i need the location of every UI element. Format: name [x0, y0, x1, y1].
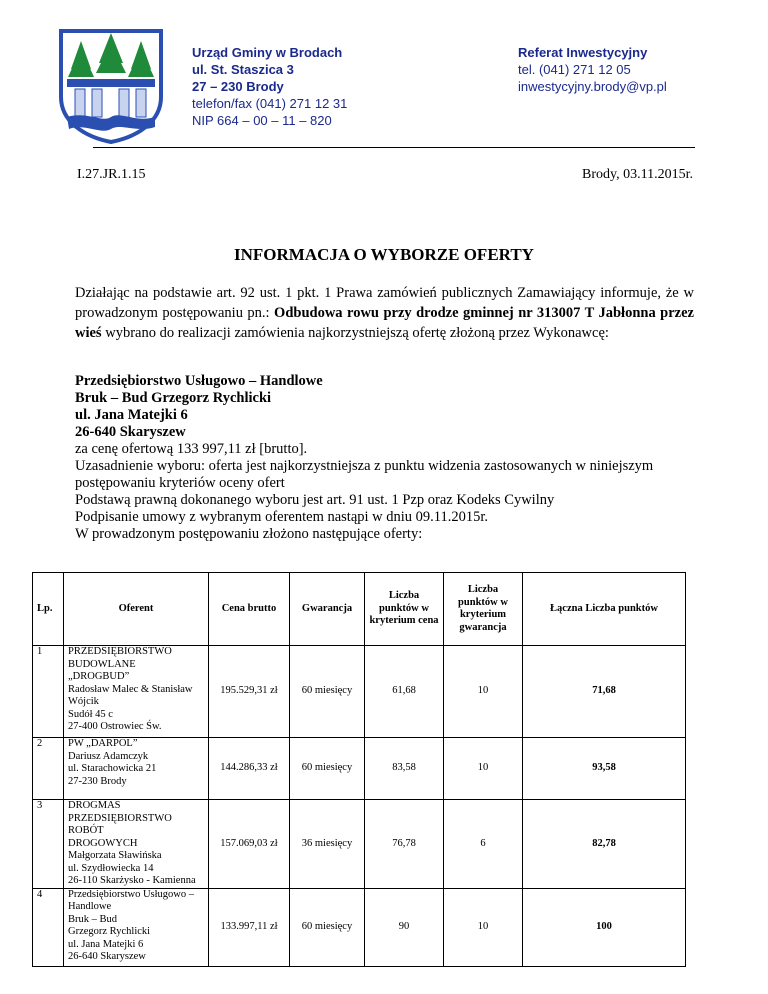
winner-price: za cenę ofertową 133 997,11 zł [brutto].	[75, 441, 308, 457]
table-row	[33, 888, 686, 966]
row-pkt-gwarancja: 6	[444, 800, 523, 889]
row-oferent	[64, 800, 209, 889]
row-total: 82,78	[523, 800, 686, 889]
offers-table	[32, 572, 686, 967]
oferent-line: 27-230 Brody	[68, 775, 127, 787]
offers-intro: W prowadzonym postępowaniu złożono następujące oferty:	[75, 526, 423, 542]
winner-street: ul. Jana Matejki 6	[75, 407, 188, 423]
office-nip: NIP 664 – 00 – 11 – 820	[192, 113, 332, 128]
office-name: Urząd Gminy w Brodach	[192, 45, 343, 60]
intro-paragraph	[75, 283, 694, 343]
row-lp: 2	[33, 738, 64, 800]
winner-name-line2: Bruk – Bud Grzegorz Rychlicki	[75, 390, 272, 406]
table-row	[33, 646, 686, 738]
document-date: Brody, 03.11.2015r.	[582, 167, 693, 182]
row-oferent	[64, 646, 209, 738]
department-block	[518, 44, 667, 95]
oferent-line: Grzegorz Rychlicki	[68, 926, 151, 937]
intro-text-2: wybrano do realizacji zamówienia najkorzystniejszą ofertę złożoną przez Wykonawcę:	[101, 325, 609, 341]
department-name: Referat Inwestycyjny	[518, 45, 648, 60]
row-gwarancja: 60 miesięcy	[290, 646, 365, 738]
oferent-line: PRZEDSIĘBIORSTWO	[68, 646, 172, 657]
oferent-line: Radosław Malec & Stanisław Wójcik	[68, 683, 193, 707]
row-oferent	[64, 888, 209, 966]
row-gwarancja: 36 miesięcy	[290, 800, 365, 889]
oferent-line: „DROGBUD”	[68, 671, 130, 682]
oferent-line: 27-400 Ostrowiec Św.	[68, 721, 162, 732]
oferent-line: Sudół 45 c	[68, 708, 113, 720]
department-phone: tel. (041) 271 12 05	[518, 62, 631, 77]
oferent-line: ul. Szydłowiecka 14	[68, 862, 154, 874]
oferent-line: PRZEDSIĘBIORSTWO ROBÓT	[68, 812, 172, 836]
header-pkt-cena: Liczba punktów w kryterium cena	[365, 573, 444, 646]
oferent-line: Przedsiębiorstwo Usługowo –	[68, 888, 194, 900]
oferent-line: ul. Jana Matejki 6	[68, 938, 144, 950]
row-cena: 157.069,03 zł	[209, 800, 290, 889]
row-pkt-cena: 61,68	[365, 646, 444, 738]
oferent-line: 26-640 Skaryszew	[68, 951, 146, 962]
row-cena: 144.286,33 zł	[209, 738, 290, 800]
document-title: INFORMACJA O WYBORZE OFERTY	[234, 245, 534, 264]
case-signature: I.27.JR.1.15	[77, 167, 146, 182]
justification: Uzasadnienie wyboru: oferta jest najkorzystniejsza z punktu widzenia zastosowanych w niniejszym postępowaniu kryteriów oceny ofert	[75, 458, 654, 491]
row-oferent	[64, 738, 209, 800]
coat-of-arms-logo	[57, 27, 165, 144]
row-lp: 1	[33, 646, 64, 738]
winner-city: 26-640 Skaryszew	[75, 424, 186, 440]
row-pkt-cena: 83,58	[365, 738, 444, 800]
office-phone: telefon/fax (041) 271 12 31	[192, 96, 348, 111]
offers-table-body	[33, 646, 686, 967]
winner-name-line1: Przedsiębiorstwo Usługowo – Handlowe	[75, 373, 323, 389]
contract-signing: Podpisanie umowy z wybranym oferentem nastąpi w dniu 09.11.2015r.	[75, 509, 489, 525]
oferent-line: Małgorzata Sławińska	[68, 850, 162, 861]
oferent-line: DROGOWYCH	[68, 837, 138, 849]
office-city: 27 – 230 Brody	[192, 79, 284, 94]
oferent-line: ul. Starachowicka 21	[68, 763, 157, 774]
row-cena: 133.997,11 zł	[209, 888, 290, 966]
oferent-line: PW „DARPOL”	[68, 738, 138, 749]
row-pkt-gwarancja: 10	[444, 888, 523, 966]
office-address-block	[192, 44, 347, 129]
row-lp: 3	[33, 800, 64, 889]
header-lp: Lp.	[33, 573, 64, 646]
winner-block	[75, 373, 715, 543]
oferent-line: Bruk – Bud	[68, 913, 118, 925]
header-total: Łączna Liczba punktów	[523, 573, 686, 646]
oferent-line: Handlowe	[68, 901, 112, 912]
table-header-row	[33, 573, 686, 646]
oferent-line: Dariusz Adamczyk	[68, 750, 149, 762]
row-gwarancja: 60 miesięcy	[290, 738, 365, 800]
row-cena: 195.529,31 zł	[209, 646, 290, 738]
oferent-line: 26-110 Skarżysko - Kamienna	[68, 875, 196, 886]
intro-text-1: Działając na podstawie art. 92 ust. 1 pkt. 1 Prawa zamówień publicznych Zamawiający informuje, że w prowadzonym postępowaniu pn.:	[75, 285, 694, 321]
header-gwarancja: Gwarancja	[290, 573, 365, 646]
row-total: 71,68	[523, 646, 686, 738]
table-row	[33, 738, 686, 800]
row-pkt-cena: 76,78	[365, 800, 444, 889]
oferent-line: DROGMAS	[68, 800, 121, 811]
row-pkt-gwarancja: 10	[444, 646, 523, 738]
row-gwarancja: 60 miesięcy	[290, 888, 365, 966]
header-cena: Cena brutto	[209, 573, 290, 646]
project-name: Odbudowa rowu przy drodze gminnej nr 313007 T Jabłonna przez wieś	[75, 305, 694, 341]
department-email: inwestycyjny.brody@vp.pl	[518, 79, 667, 94]
row-total: 100	[523, 888, 686, 966]
office-street: ul. St. Staszica 3	[192, 62, 294, 77]
row-lp: 4	[33, 888, 64, 966]
table-row	[33, 800, 686, 889]
header-oferent: Oferent	[64, 573, 209, 646]
row-total: 93,58	[523, 738, 686, 800]
row-pkt-cena: 90	[365, 888, 444, 966]
legal-basis: Podstawą prawną dokonanego wyboru jest art. 91 ust. 1 Pzp oraz Kodeks Cywilny	[75, 492, 555, 508]
header-divider	[93, 147, 695, 148]
header-pkt-gwarancja: Liczba punktów w kryterium gwarancja	[444, 573, 523, 646]
oferent-line: BUDOWLANE	[68, 658, 136, 670]
row-pkt-gwarancja: 10	[444, 738, 523, 800]
